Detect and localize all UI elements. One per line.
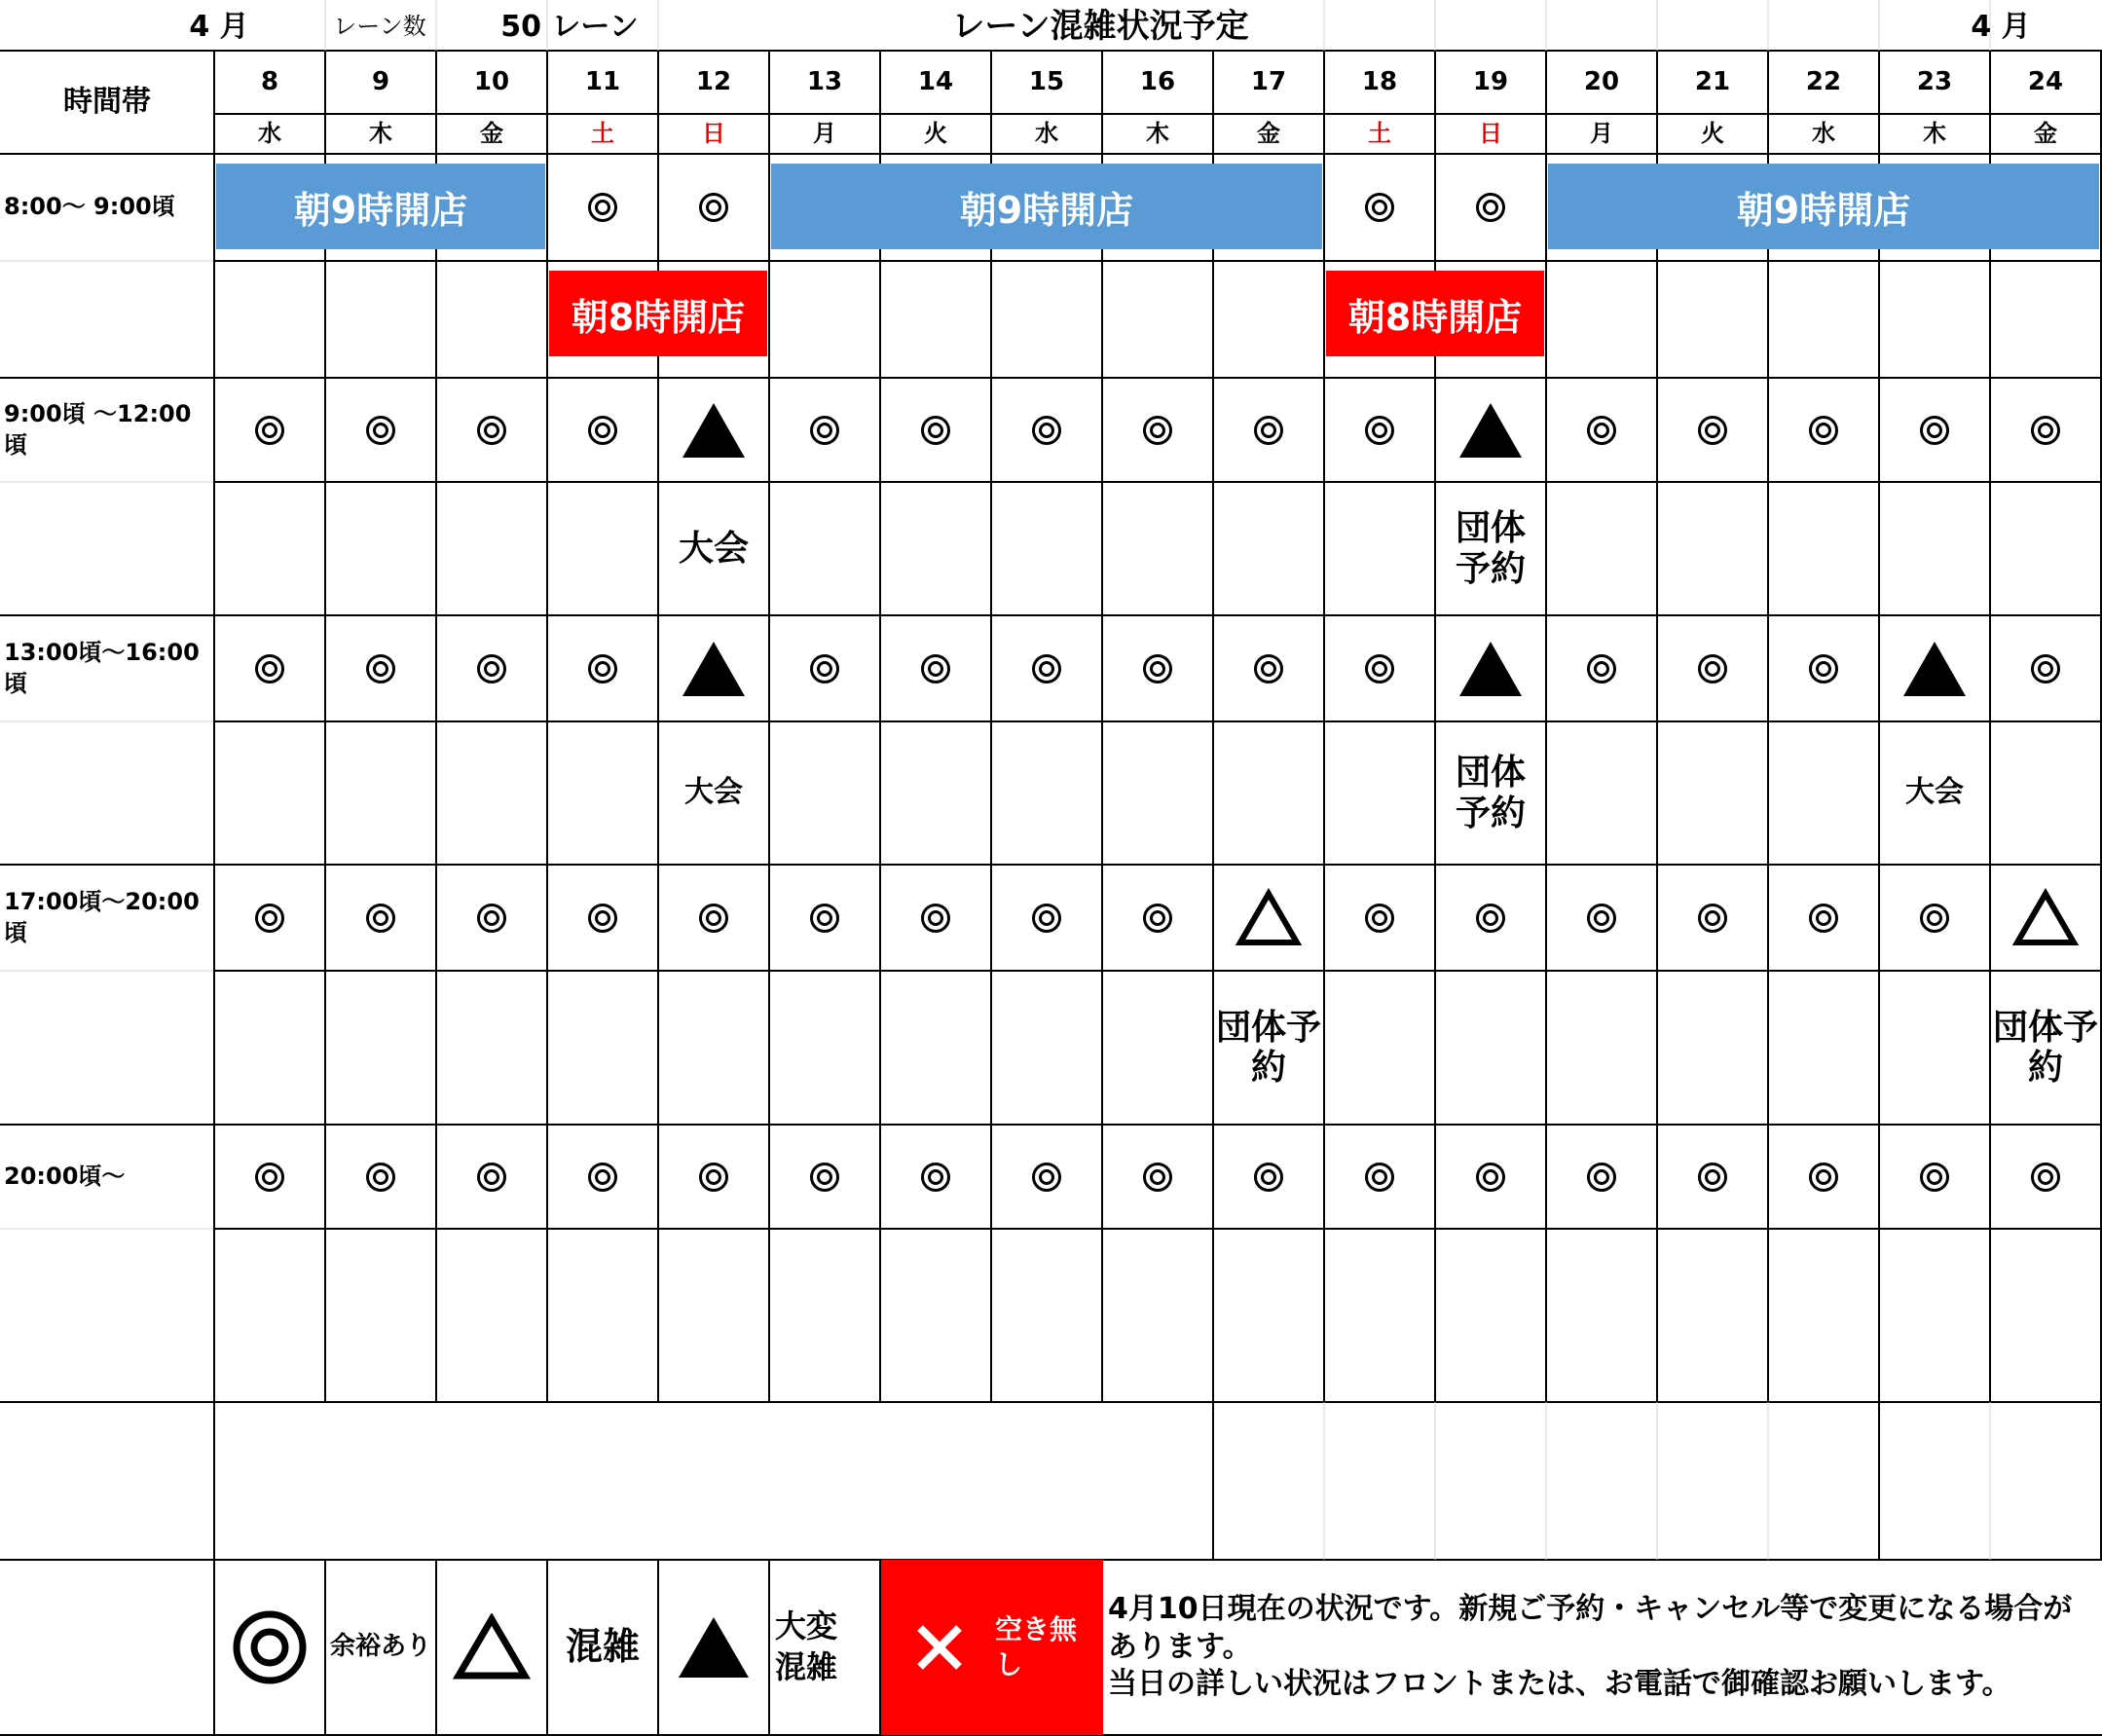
opening-hours-banner: 朝8時開店 — [549, 271, 767, 356]
legend-busy-label: 混雑 — [565, 1625, 640, 1669]
status-available-mark — [1102, 865, 1213, 971]
status-available-mark — [1102, 1125, 1213, 1229]
status-very-busy-mark — [658, 615, 769, 721]
day-date: 9 — [371, 66, 390, 96]
status-very-busy-mark — [1435, 378, 1546, 482]
status-available-mark — [880, 615, 991, 721]
day-date: 21 — [1694, 66, 1731, 96]
day-weekday: 日 — [1479, 119, 1502, 147]
legend-available-icon — [214, 1560, 325, 1735]
day-date: 23 — [1916, 66, 1953, 96]
notice-text: 4月10日現在の状況です。新規ご予約・キャンセル等で変更になる場合があります。 当日の詳しい状況はフロントまたは、お電話で御確認お願いします。 — [1108, 1592, 2073, 1702]
month-right: 4 月 — [1971, 9, 2031, 44]
day-weekday: 水 — [1035, 119, 1058, 147]
lanes-value: 50 レーン — [500, 9, 639, 44]
status-available-mark — [547, 1125, 658, 1229]
status-available-mark — [991, 865, 1102, 971]
day-date: 10 — [473, 66, 510, 96]
time-slot-label: 8:00～ 9:00頃 — [4, 193, 175, 221]
day-date: 24 — [2027, 66, 2064, 96]
status-available-mark — [1324, 154, 1435, 261]
slot-note: 大会 — [684, 775, 743, 810]
status-available-mark — [1324, 1125, 1435, 1229]
time-slot-label: 13:00頃～16:00頃 — [4, 639, 200, 697]
lanes-label: レーン数 — [333, 13, 426, 41]
status-available-mark — [769, 1125, 880, 1229]
day-date: 12 — [695, 66, 732, 96]
status-available-mark — [1768, 615, 1879, 721]
day-weekday: 月 — [1590, 119, 1613, 147]
status-available-mark — [214, 615, 325, 721]
time-slot-label: 20:00頃～ — [4, 1162, 126, 1190]
day-weekday: 土 — [1368, 119, 1391, 147]
status-available-mark — [1768, 865, 1879, 971]
status-available-mark — [214, 865, 325, 971]
day-date: 16 — [1139, 66, 1176, 96]
status-available-mark — [769, 378, 880, 482]
slot-note: 団体 予約 — [1455, 508, 1526, 589]
slot-note: 大会 — [1905, 775, 1964, 810]
day-weekday: 金 — [2034, 119, 2057, 147]
status-available-mark — [1879, 865, 1990, 971]
status-available-mark — [880, 378, 991, 482]
status-available-mark — [1990, 378, 2101, 482]
status-available-mark — [658, 154, 769, 261]
time-column-header: 時間帯 — [63, 84, 151, 119]
opening-hours-banner: 朝9時開店 — [1548, 164, 2099, 249]
status-available-mark — [436, 378, 547, 482]
status-available-mark — [991, 1125, 1102, 1229]
status-available-mark — [214, 1125, 325, 1229]
opening-hours-banner: 朝8時開店 — [1326, 271, 1544, 356]
status-available-mark — [547, 378, 658, 482]
status-available-mark — [1657, 865, 1768, 971]
status-available-mark — [1546, 378, 1657, 482]
status-available-mark — [1213, 1125, 1324, 1229]
status-very-busy-mark — [658, 378, 769, 482]
status-available-mark — [1768, 1125, 1879, 1229]
status-available-mark — [436, 615, 547, 721]
status-busy-mark — [1213, 865, 1324, 971]
status-available-mark — [880, 865, 991, 971]
status-available-mark — [325, 378, 436, 482]
status-available-mark — [991, 615, 1102, 721]
status-available-mark — [1990, 1125, 2101, 1229]
status-available-mark — [325, 1125, 436, 1229]
day-weekday: 土 — [591, 119, 614, 147]
day-date: 18 — [1361, 66, 1398, 96]
slot-note: 団体予 約 — [1215, 1007, 1321, 1088]
time-slot-label: 9:00頃 ～12:00頃 — [4, 400, 192, 459]
status-available-mark — [991, 378, 1102, 482]
status-available-mark — [880, 1125, 991, 1229]
legend-full-label: 空き無 し — [995, 1612, 1078, 1681]
day-date: 13 — [806, 66, 843, 96]
status-available-mark — [1546, 1125, 1657, 1229]
day-weekday: 水 — [1812, 119, 1835, 147]
status-very-busy-mark — [1435, 615, 1546, 721]
status-available-mark — [658, 1125, 769, 1229]
status-available-mark — [1990, 615, 2101, 721]
sheet-title: レーン混雑状況予定 — [951, 7, 1249, 47]
status-available-mark — [1657, 1125, 1768, 1229]
slot-note: 団体 予約 — [1455, 753, 1526, 833]
day-weekday: 木 — [1923, 119, 1946, 147]
legend-very-busy-icon — [658, 1560, 769, 1735]
status-available-mark — [1879, 378, 1990, 482]
status-available-mark — [1435, 1125, 1546, 1229]
status-available-mark — [1546, 615, 1657, 721]
opening-hours-banner: 朝9時開店 — [771, 164, 1322, 249]
status-available-mark — [1657, 615, 1768, 721]
day-weekday: 月 — [813, 119, 836, 147]
legend-busy-icon — [436, 1560, 547, 1735]
status-available-mark — [1768, 378, 1879, 482]
day-weekday: 日 — [702, 119, 725, 147]
status-available-mark — [214, 378, 325, 482]
status-available-mark — [1546, 865, 1657, 971]
status-available-mark — [1324, 378, 1435, 482]
day-date: 14 — [917, 66, 954, 96]
status-available-mark — [769, 615, 880, 721]
day-weekday: 金 — [480, 119, 503, 147]
day-date: 20 — [1583, 66, 1620, 96]
day-date: 11 — [584, 66, 621, 96]
day-date: 22 — [1805, 66, 1842, 96]
status-available-mark — [1324, 865, 1435, 971]
status-available-mark — [769, 865, 880, 971]
legend-full-icon — [896, 1560, 983, 1735]
month-left: 4 月 — [189, 9, 249, 44]
status-available-mark — [547, 615, 658, 721]
day-date: 17 — [1250, 66, 1287, 96]
day-date: 19 — [1472, 66, 1509, 96]
status-available-mark — [1213, 378, 1324, 482]
status-available-mark — [1102, 615, 1213, 721]
status-very-busy-mark — [1879, 615, 1990, 721]
status-available-mark — [658, 865, 769, 971]
status-available-mark — [1657, 378, 1768, 482]
status-available-mark — [325, 865, 436, 971]
status-available-mark — [436, 865, 547, 971]
day-weekday: 火 — [924, 119, 947, 147]
day-date: 8 — [260, 66, 279, 96]
status-available-mark — [1435, 865, 1546, 971]
slot-note: 大会 — [678, 528, 749, 569]
legend-available-label: 余裕あり — [329, 1632, 431, 1662]
status-available-mark — [1435, 154, 1546, 261]
status-available-mark — [1213, 615, 1324, 721]
status-available-mark — [325, 615, 436, 721]
day-weekday: 木 — [369, 119, 392, 147]
slot-note: 団体予 約 — [1992, 1007, 2098, 1088]
day-weekday: 金 — [1257, 119, 1280, 147]
status-available-mark — [1102, 378, 1213, 482]
status-busy-mark — [1990, 865, 2101, 971]
status-available-mark — [1324, 615, 1435, 721]
status-available-mark — [1879, 1125, 1990, 1229]
opening-hours-banner: 朝9時開店 — [216, 164, 545, 249]
legend-very-busy-label: 大変 混雑 — [775, 1607, 838, 1685]
day-weekday: 木 — [1146, 119, 1169, 147]
status-available-mark — [547, 154, 658, 261]
day-date: 15 — [1028, 66, 1065, 96]
day-weekday: 水 — [258, 119, 281, 147]
time-slot-label: 17:00頃～20:00頃 — [4, 888, 200, 946]
day-weekday: 火 — [1701, 119, 1724, 147]
status-available-mark — [436, 1125, 547, 1229]
status-available-mark — [547, 865, 658, 971]
